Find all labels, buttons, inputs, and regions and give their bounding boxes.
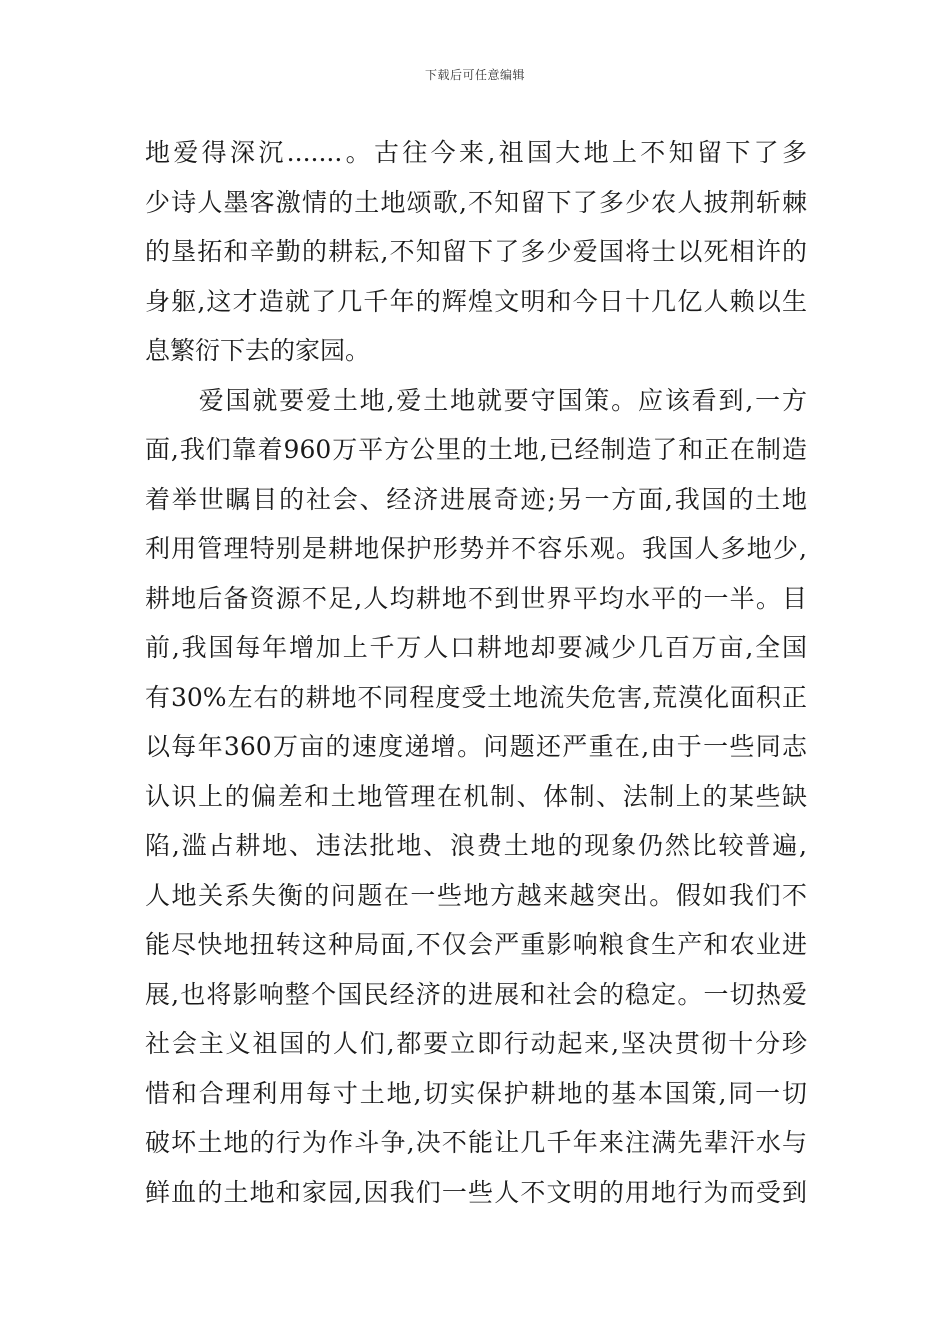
text-line: 的垦拓和辛勤的耕耘,不知留下了多少爱国将士以死相许的 bbox=[145, 237, 807, 266]
text-line: 着举世瞩目的社会、经济进展奇迹;另一方面,我国的土地 bbox=[145, 484, 807, 514]
text-line: 破坏土地的行为作斗争,决不能让几千年来注满先辈汗水与 bbox=[145, 1128, 807, 1157]
text-line: 展,也将影响整个国民经济的进展和社会的稳定。一切热爱 bbox=[145, 979, 807, 1009]
text-line: 有30%左右的耕地不同程度受土地流失危害,荒漠化面积正 bbox=[145, 682, 807, 712]
text-line: 人地关系失衡的问题在一些地方越来越突出。假如我们不 bbox=[145, 880, 807, 910]
text-line: 前,我国每年增加上千万人口耕地却要减少几百万亩,全国 bbox=[145, 633, 807, 662]
text-line: 身躯,这才造就了几千年的辉煌文明和今日十几亿人赖以生 bbox=[145, 286, 807, 316]
text-line: 以每年360万亩的速度递增。问题还严重在,由于一些同志 bbox=[145, 732, 807, 761]
text-line: 地爱得深沉.......。古往今来,祖国大地上不知留下了多 bbox=[145, 138, 807, 167]
document-body bbox=[145, 128, 807, 1217]
text-line: 面,我们靠着960万平方公里的土地,已经制造了和正在制造 bbox=[145, 435, 807, 464]
page-header: 下载后可任意编辑 bbox=[424, 68, 525, 82]
text-line: 社会主义祖国的人们,都要立即行动起来,坚决贯彻十分珍 bbox=[145, 1029, 807, 1058]
text-line: 认识上的偏差和土地管理在机制、体制、法制上的某些缺 bbox=[145, 781, 807, 811]
text-line: 利用管理特别是耕地保护形势并不容乐观。我国人多地少, bbox=[145, 534, 807, 563]
text-line: 少诗人墨客激情的土地颂歌,不知留下了多少农人披荆斩棘 bbox=[145, 187, 807, 217]
text-line: 耕地后备资源不足,人均耕地不到世界平均水平的一半。目 bbox=[145, 583, 807, 613]
text-line: 惜和合理利用每寸土地,切实保护耕地的基本国策,同一切 bbox=[145, 1078, 807, 1108]
text-line: 陷,滥占耕地、违法批地、浪费土地的现象仍然比较普遍, bbox=[145, 831, 807, 860]
text-line: 能尽快地扭转这种局面,不仅会严重影响粮食生产和农业进 bbox=[145, 930, 807, 959]
text-line: 息繁衍下去的家园。 bbox=[145, 336, 371, 365]
text-line: 鲜血的土地和家园,因我们一些人不文明的用地行为而受到 bbox=[145, 1177, 807, 1207]
text-line: 爱国就要爱土地,爱土地就要守国策。应该看到,一方 bbox=[145, 385, 807, 415]
